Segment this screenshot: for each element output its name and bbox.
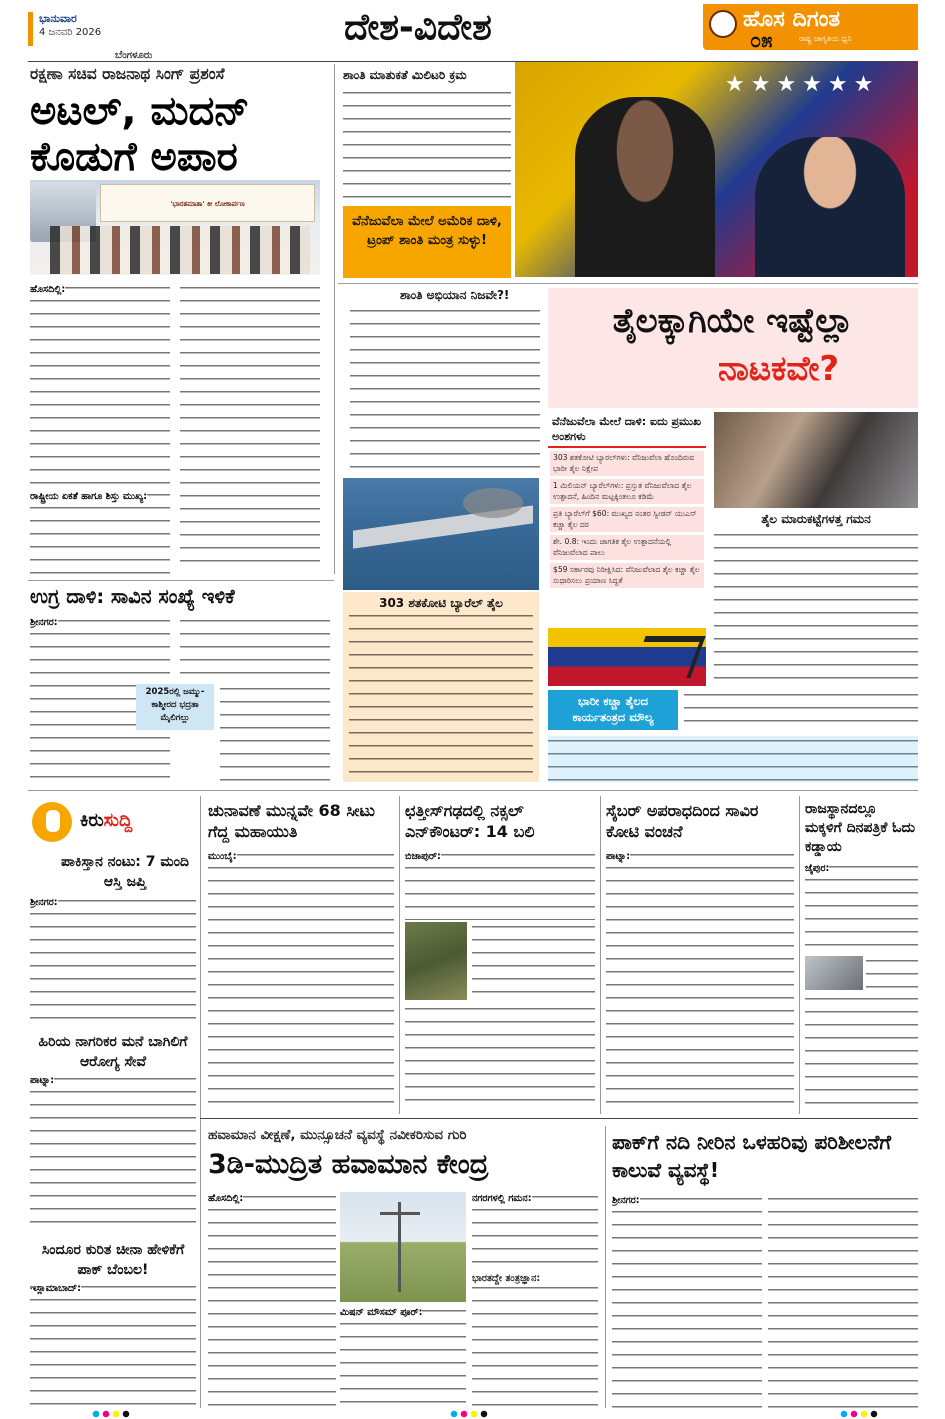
peace-kicker: ಶಾಂತಿ ಅಭಿಯಾನ ನಿಜವೇ?! [400, 288, 510, 302]
oil-box-title: 303 ಶತಕೋಟಿ ಬ್ಯಾರೆಲ್ ತೈಲ [379, 596, 503, 610]
dignitaries-row [50, 226, 310, 274]
cyber-body [606, 850, 794, 1112]
kiru-item-1-dateline: ಶ್ರೀನಗರ: [30, 897, 58, 908]
oil-value-body [684, 690, 918, 730]
divider [28, 580, 334, 581]
pump-jack-icon [630, 636, 705, 678]
kirusuddi-label [80, 808, 190, 834]
rajnath-body-col2 [180, 283, 320, 573]
kiru-item-1-body [30, 896, 196, 1026]
market-kicker: ತೈಲ ಮಾರುಕಟ್ಟೆಗಳತ್ತ ಗಮನ [761, 512, 871, 526]
naxal-body-bottom [405, 1004, 595, 1112]
kiru-item-3-body [30, 1282, 196, 1406]
strike-callout [136, 684, 214, 730]
brand-tagline: ರಾಷ್ಟ್ರ ಜಾಗೃತಿಯ ಧ್ವನಿ [799, 34, 852, 43]
weather-subhead-3: ಭಾರತದ್ದೇ ತಂತ್ರಜ್ಞಾನ: [472, 1272, 598, 1285]
oil-box-body [349, 611, 533, 777]
weather-body-col1 [208, 1192, 336, 1408]
venezuela-main-headline-1: ತೈಲಕ್ಕಾಗಿಯೇ ಇಷ್ಟೆಲ್ಲಾ [612, 301, 854, 341]
strike-callout-text: 2025ರಲ್ಲಿ ಜಮ್ಮು-ಕಾಶ್ಮೀರದ ಭದ್ರತಾ ಮೈಲಿಗಲ್ಲು [145, 687, 205, 723]
naxal-headline: ಛತ್ತೀಸ್‌ಗಢದಲ್ಲಿ ನಕ್ಸಲ್ ಎನ್‌ಕೌಂಟರ್: 14 ಬಲಿ [405, 801, 535, 841]
print-color-marks [92, 1410, 132, 1418]
masthead [28, 8, 918, 52]
weather-kicker: ಹವಾಮಾನ ವೀಕ್ಷಣೆ, ಮುನ್ಸೂಚನೆ ವ್ಯವಸ್ಥೆ ನವೀಕರಿಸುವ ಗುರಿ [208, 1127, 467, 1143]
pak-canal-dateline: ಶ್ರೀನಗರ: [612, 1195, 640, 1206]
divider [605, 1126, 606, 1408]
brand-box [703, 4, 918, 50]
point-item: $59 ಸರ್ಕಾರವು ನಿರೀಕ್ಷಿಸಿದ: ವೆನಿಜುವೆಲಾದ ತೈಲ ಕಚ್ಚಾ ತೈಲ ಸುಧಾರಿಸಲು ಪ್ರಯಾಣ ಸಿದ್ಧತೆ [550, 563, 704, 588]
section-title: ದೇಶ-ವಿದೇಶ [344, 7, 492, 48]
rajasthan-body-side [866, 956, 918, 990]
oil-value-title: ಭಾರೀ ಕಚ್ಚಾ ತೈಲದ ಕಾರ್ಯತಂತ್ರದ ಮೌಲ್ಯ [572, 694, 654, 724]
venezuela-main-headline-2: ನಾಟಕವೇ? [718, 349, 840, 389]
kirusuddi-label-a: ಕಿರು [80, 810, 104, 831]
divider [334, 64, 335, 574]
strike-body-col2 [180, 616, 330, 680]
point-item: 1 ಮಿಲಿಯನ್ ಬ್ಯಾರೆಲ್‌ಗಳು: ಪ್ರಸ್ತುತ ವೆನಿಜುವೆಲಾದ ತೈಲ ಉತ್ಪಾದನೆ, ಹಿಂದಿನ ಮಟ್ಟಕ್ಕಿಂತಲೂ ಕಡಿಮೆ [550, 479, 704, 504]
divider [338, 283, 918, 284]
weather-body-col2 [340, 1306, 466, 1408]
day-label: ಭಾನುವಾರ [39, 12, 77, 25]
kiru-item-3-dateline: ಇಸ್ಲಾಮಾಬಾದ್: [30, 1283, 81, 1294]
print-color-marks [840, 1410, 880, 1418]
pak-canal-body-col2 [768, 1194, 918, 1408]
mahayuti-headline: ಚುನಾವಣೆ ಮುನ್ನವೇ 68 ಸೀಟು ಗೆದ್ದ ಮಹಾಯುತಿ [208, 801, 375, 841]
divider [200, 1118, 918, 1119]
kiru-item-2-headline: ಹಿರಿಯ ನಾಗರಿಕರ ಮನೆ ಬಾಗಿಲಿಗೆ ಆರೋಗ್ಯ ಸೇವೆ [38, 1034, 188, 1070]
oil-value-box [548, 690, 678, 730]
brand-name: ಹೊಸ ದಿಗಂತ [743, 7, 841, 32]
naxal-dateline: ಬಿಜಾಪುರ್: [405, 851, 441, 862]
oil-port-photo [343, 478, 539, 590]
points-title: ವೆನೆಜುವೆಲಾ ಮೇಲೆ ದಾಳಿ: ಐದು ಪ್ರಮುಖ ಅಂಶಗಳು [548, 412, 706, 448]
sensor-shape [380, 1212, 420, 1215]
kiru-item-2-dateline: ಪಾಟ್ನಾ: [30, 1075, 55, 1086]
flag-oil-photo [548, 628, 706, 686]
rajnath-subhead: ರಾಷ್ಟ್ರೀಯ ಏಕತೆ ಹಾಗೂ ಶಿಸ್ತು ಮುಖ್ಯ: [30, 491, 148, 502]
divider [399, 796, 400, 1114]
weather-headline: 3ಡಿ-ಮುದ್ರಿತ ಹವಾಮಾನ ಕೇಂದ್ರ [208, 1149, 489, 1180]
trump-portrait [755, 137, 905, 277]
star-icon: ★★★★★★ [725, 72, 880, 97]
strike-dateline: ಶ್ರೀನಗರ: [30, 617, 58, 628]
rajnath-event-photo [30, 180, 320, 275]
weather-subhead-2: ನಗರಗಳಲ್ಲಿ ಗಮನ: [472, 1193, 532, 1204]
kirusuddi-header [30, 800, 190, 844]
strike-headline: ಉಗ್ರ ದಾಳಿ: ಸಾವಿನ ಸಂಖ್ಯೆ ಇಳಿಕೆ [30, 585, 235, 608]
weather-subhead-1: ಮಿಷನ್ ಮೌಸಮ್ ಪೂರ್: [340, 1307, 423, 1318]
event-banner-text: 'ಭಾರತಮಾತಾ' ಕೀ ಲೋಕಾರ್ಪಣ [170, 200, 245, 208]
point-item: 303 ಶತಕೋಟಿ ಬ್ಯಾರಲ್‌ಗಳು: ವೆನಿಜುವೆಲಾ ಹೊಂದಿರುವ ಭಾರೀ ತೈಲ ನಿಕ್ಷೇಪ [550, 451, 704, 476]
pak-canal-headline: ಪಾಕ್‌ಗೆ ನದಿ ನೀರಿನ ಒಳಹರಿವು ಪರಿಶೀಲನೆಗೆ ಕಾಲುವೆ ವ್ಯವಸ್ಥೆ! [612, 1130, 892, 1182]
shanthi-kicker: ಶಾಂತಿ ಮಾತುಕತೆ ಮಿಲಿಟರಿ ಕ್ರಮ [343, 68, 467, 82]
kiru-item-1-headline: ಪಾಕಿಸ್ತಾನ ನಂಟು: 7 ಮಂದಿ ಆಸ್ತಿ ಜಪ್ತಿ [61, 854, 189, 890]
newspaper-photo [805, 956, 863, 990]
weather-dateline: ಹೊಸದಿಲ್ಲಿ: [208, 1193, 244, 1204]
oil-box [343, 592, 539, 782]
venezuela-teaser-headline: ವೆನೆಜುವೆಲಾ ಮೇಲೆ ಅಮೆರಿಕ ದಾಳಿ, ಟ್ರಂಪ್ ಶಾಂತಿ ಮಂತ್ರ ಸುಳ್ಳು! [352, 214, 502, 248]
mast-shape [398, 1202, 401, 1292]
print-color-marks [450, 1410, 490, 1418]
oil-value-body-2 [548, 736, 918, 782]
rajasthan-dateline: ಜೈಪುರ: [805, 863, 830, 874]
city-label: ಬೆಂಗಳೂರು [115, 50, 153, 61]
kirusuddi-label-b: ಸುದ್ದಿ [103, 810, 133, 831]
naxal-body-right [472, 922, 595, 1000]
rajnath-body-col1b [30, 490, 170, 574]
page-number: ೦೫ [750, 28, 773, 52]
peace-body [350, 306, 540, 474]
venezuela-teaser-box [343, 206, 511, 278]
kiru-item-3-headline: ಸಿಂದೂರ ಕುರಿತ ಚೀನಾ ಹೇಳಿಕೆಗೆ ಪಾಕ್ ಬೆಂಬಲ! [41, 1242, 185, 1278]
strike-body-col3 [220, 684, 330, 784]
weather-body-col3 [472, 1192, 598, 1408]
rajnath-dateline: ಹೊಸದಿಲ್ಲಿ: [30, 284, 66, 295]
shanthi-body [343, 88, 511, 200]
rajnath-headline: ಅಟಲ್, ಮದನ್ ಕೊಡುಗೆ ಅಪಾರ [30, 88, 250, 180]
points-list [548, 448, 706, 591]
date-label: 4 ಜನವರಿ 2026 [39, 27, 102, 38]
naxal-body-top [405, 850, 595, 920]
finger-icon [46, 810, 60, 832]
mahayuti-dateline: ಮುಂಬೈ: [208, 851, 237, 862]
market-body [714, 530, 918, 686]
point-item: ಶೇ. 0.8: ಇಂದು ಜಾಗತಿಕ ತೈಲ ಉತ್ಪಾದನೆಯಲ್ಲಿ ವೆನಿಜುವೆಲಾದ ಪಾಲು [550, 535, 704, 560]
cyber-headline: ಸೈಬರ್ ಅಪರಾಧದಿಂದ ಸಾವಿರ ಕೋಟಿ ವಂಚನೆ [606, 801, 759, 841]
brand-logo-icon [709, 10, 737, 38]
naxal-forces-photo [405, 922, 467, 1000]
divider [200, 796, 201, 1408]
rajnath-kicker: ರಕ್ಷಣಾ ಸಚಿವ ರಾಜನಾಥ ಸಿಂಗ್ ಪ್ರಶಂಸೆ [30, 65, 225, 83]
rajasthan-headline: ರಾಜಸ್ಥಾನದಲ್ಲೂ ಮಕ್ಕಳಿಗೆ ದಿನಪತ್ರಿಕೆ ಓದು ಕಡ್ಡಾಯ [805, 801, 916, 855]
venezuela-main-headline-box [548, 288, 918, 408]
rajasthan-body-bottom [805, 994, 918, 1112]
rajasthan-body-top [805, 862, 918, 954]
points-box [548, 412, 706, 624]
date-block [28, 12, 124, 46]
divider [600, 796, 601, 1114]
mahayuti-body [208, 850, 394, 1112]
pak-canal-body-col1 [612, 1194, 762, 1408]
divider [799, 796, 800, 1114]
crowd-photo [714, 412, 918, 508]
maduro-trump-photo [515, 62, 918, 277]
cyber-dateline: ಪಾಟ್ನಾ: [606, 851, 631, 862]
weather-station-photo [340, 1192, 466, 1302]
maduro-portrait [575, 97, 715, 277]
smoke-cloud [463, 488, 523, 518]
event-banner [100, 184, 315, 222]
divider [28, 790, 918, 791]
kiru-item-2-body [30, 1074, 196, 1234]
point-item: ಪ್ರತಿ ಬ್ಯಾರೆಲ್‌ಗೆ $60: ಮುಖ್ಯದ ನಂತರ ಸ್ವೀಡನ್ ಯುಎಸ್ ಕಚ್ಚಾ ತೈಲ ದರ [550, 507, 704, 532]
